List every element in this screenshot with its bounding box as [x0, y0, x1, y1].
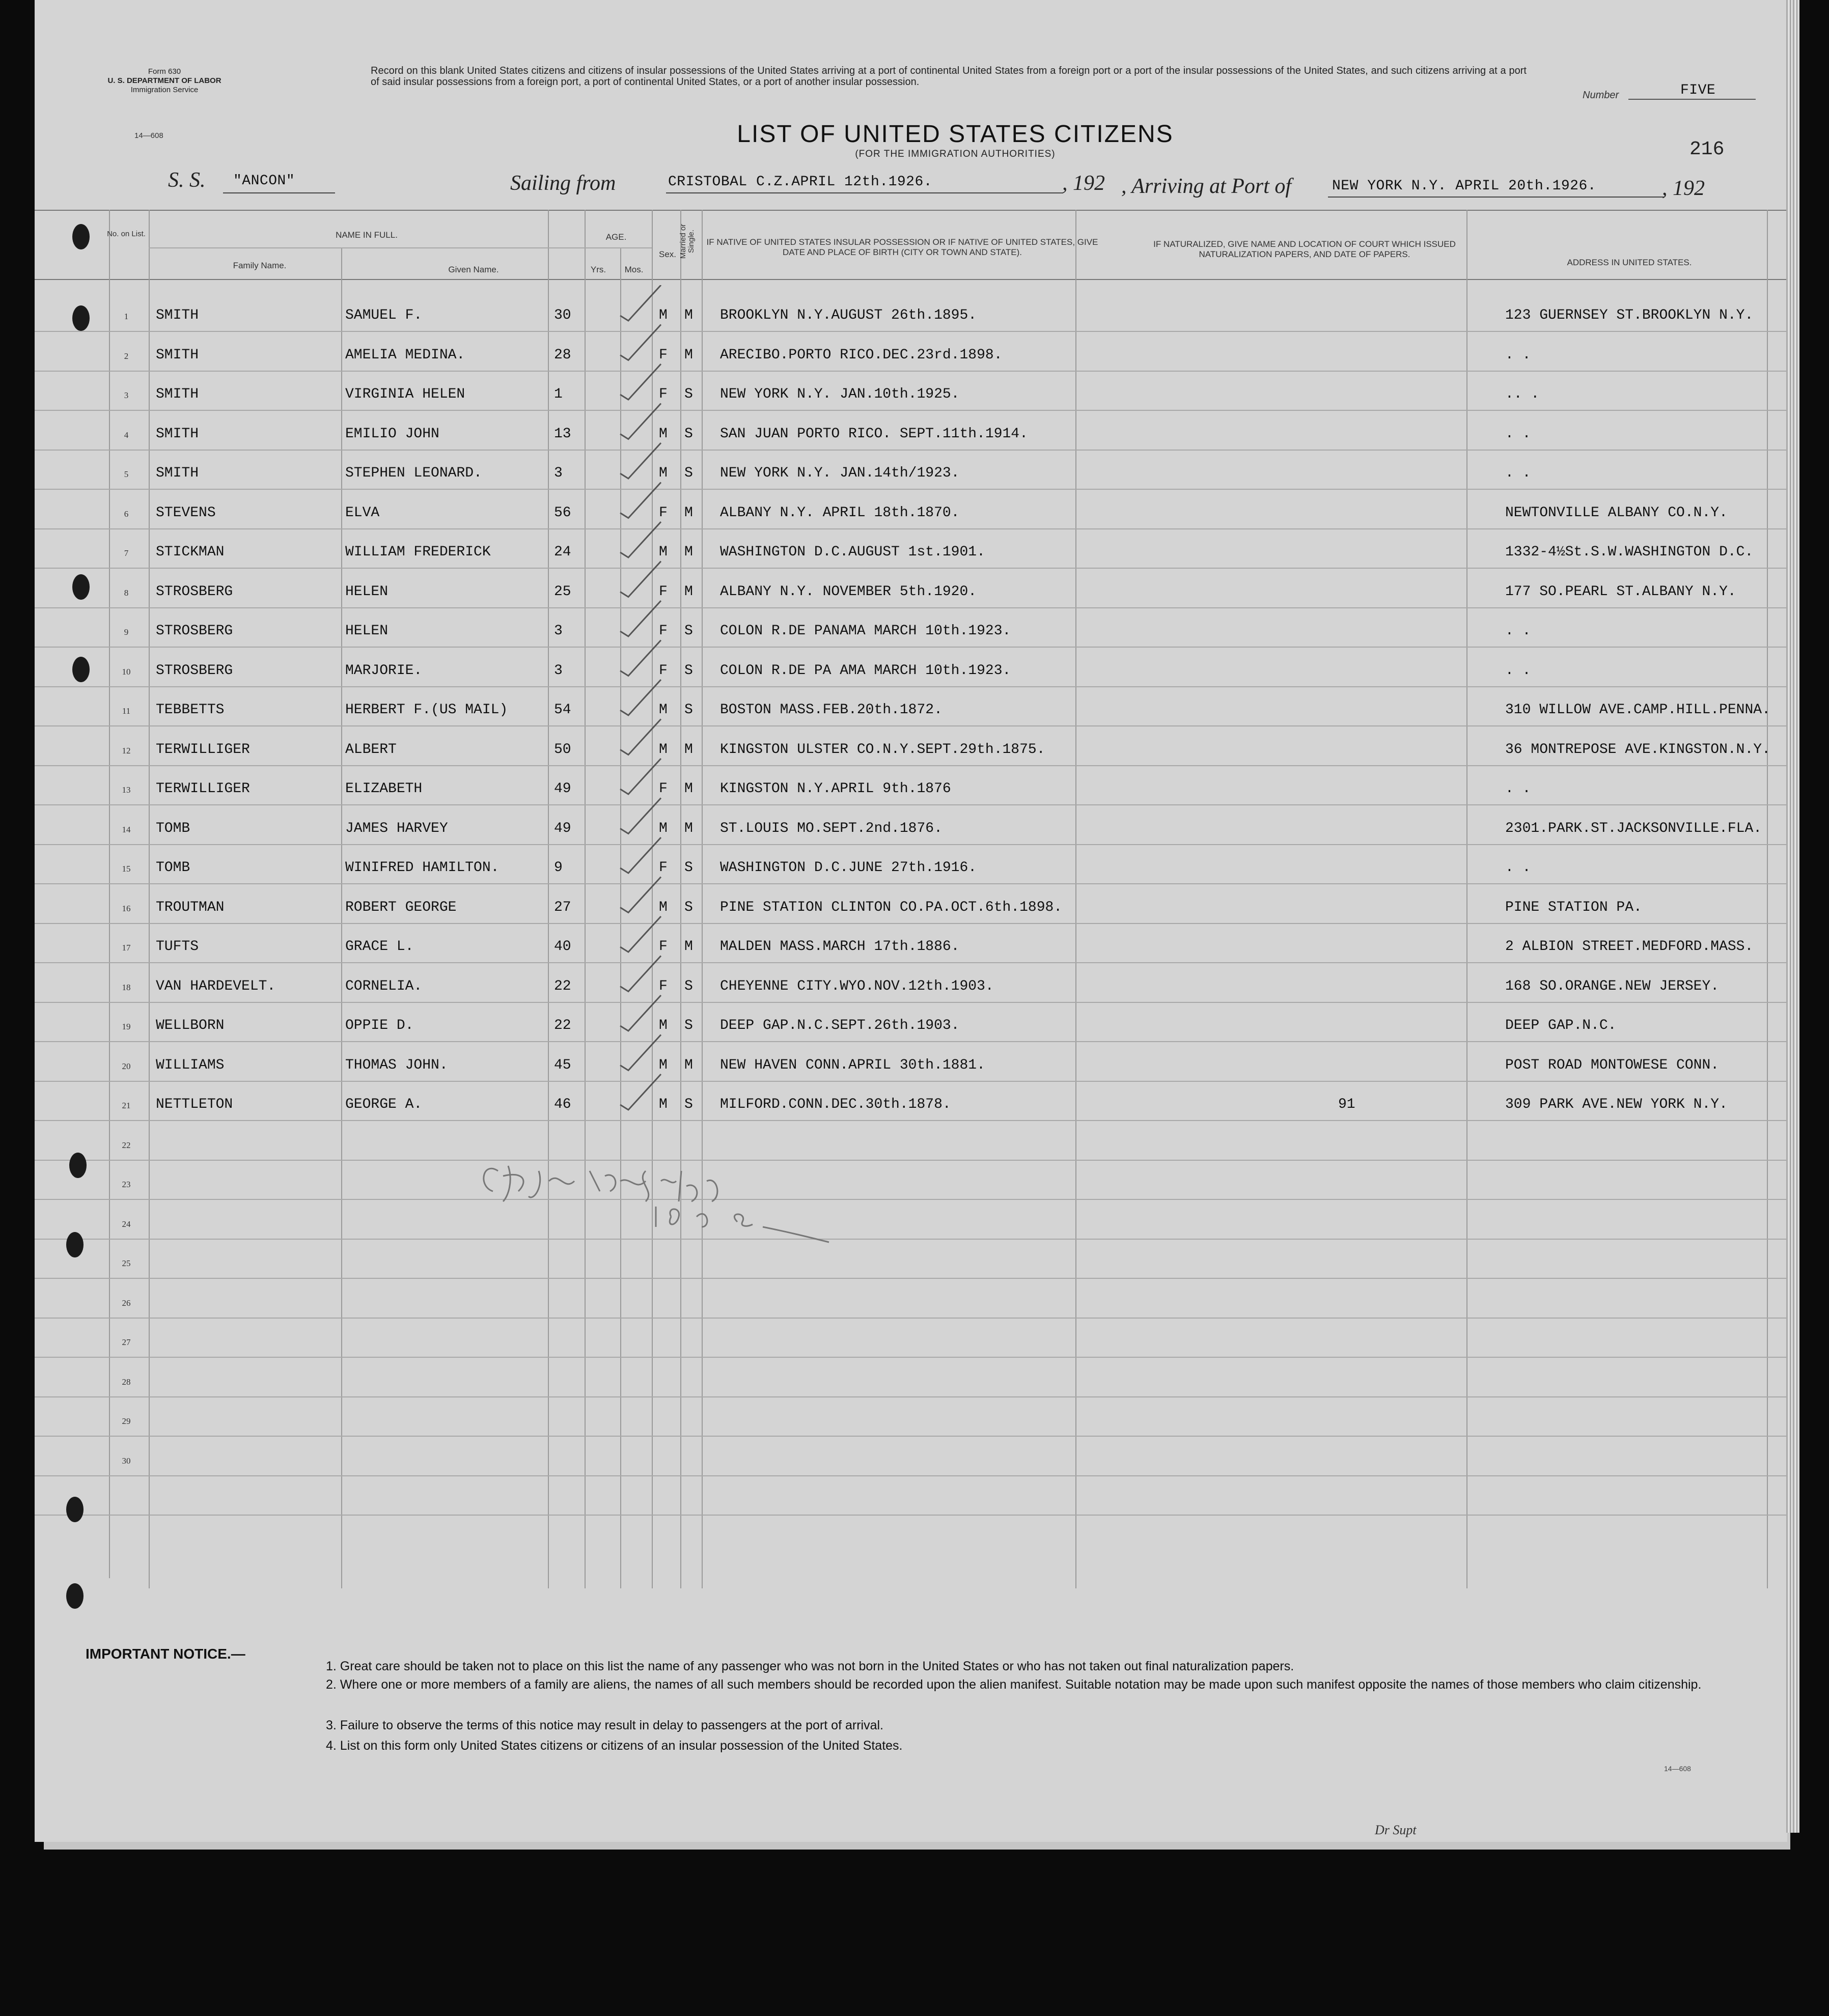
age-years-cell: 49 — [554, 781, 571, 797]
birth-place-date-cell: NEW YORK N.Y. JAN.10th.1925. — [720, 386, 960, 402]
given-name-cell: GRACE L. — [345, 939, 414, 955]
check-mark — [620, 285, 661, 321]
check-mark — [620, 877, 661, 913]
row-rule — [35, 1436, 1787, 1437]
page-subtitle: (FOR THE IMMIGRATION AUTHORITIES) — [855, 149, 1056, 159]
marital-status-cell: S — [684, 860, 693, 876]
address-cell: 309 PARK AVE.NEW YORK N.Y. — [1505, 1097, 1728, 1112]
row-number: 11 — [122, 706, 131, 716]
column-rule — [1075, 210, 1076, 1588]
marital-status-cell: S — [684, 978, 693, 994]
row-number: 15 — [122, 864, 131, 874]
check-mark — [620, 562, 661, 597]
page-title: LIST OF UNITED STATES CITIZENS — [737, 121, 1174, 148]
family-name-cell: STEVENS — [156, 505, 216, 521]
family-name-cell: NETTLETON — [156, 1097, 233, 1112]
age-years-cell: 1 — [554, 386, 563, 402]
row-number: 27 — [122, 1337, 131, 1347]
birth-place-date-cell: NEW HAVEN CONN.APRIL 30th.1881. — [720, 1057, 985, 1073]
given-name-cell: ALBERT — [345, 741, 397, 758]
header-address: ADDRESS IN UNITED STATES. — [1567, 258, 1692, 267]
address-cell: . . — [1505, 623, 1531, 639]
check-mark — [620, 404, 661, 439]
given-name-cell: STEPHEN LEONARD. — [345, 465, 482, 481]
marital-status-cell: S — [684, 1018, 693, 1033]
given-name-cell: ROBERT GEORGE — [345, 899, 457, 915]
sex-cell: M — [659, 820, 668, 836]
check-mark — [620, 916, 661, 952]
sex-cell: F — [659, 386, 668, 402]
row-number: 9 — [124, 627, 129, 637]
address-cell: 168 SO.ORANGE.NEW JERSEY. — [1505, 978, 1720, 994]
page-number: 216 — [1689, 138, 1725, 160]
birth-place-date-cell: KINGSTON N.Y.APRIL 9th.1876 — [720, 781, 951, 797]
punch-hole — [72, 305, 90, 331]
birth-place-date-cell: NEW YORK N.Y. JAN.14th/1923. — [720, 465, 960, 481]
column-rule — [702, 210, 703, 1588]
age-years-cell: 24 — [554, 544, 571, 560]
row-rule — [35, 725, 1787, 726]
birth-place-date-cell: COLON R.DE PANAMA MARCH 10th.1923. — [720, 623, 1011, 639]
footer-code: 14—608 — [1664, 1765, 1691, 1773]
address-cell: . . — [1505, 662, 1531, 679]
given-name-cell: ELIZABETH — [345, 781, 423, 797]
row-rule — [35, 1357, 1787, 1358]
marital-status-cell: M — [684, 939, 693, 955]
marital-status-cell: S — [684, 702, 693, 718]
marital-status-cell: M — [684, 781, 693, 797]
header-naturalized: IF NATURALIZED, GIVE NAME AND LOCATION OF COURT WHICH ISSUED NATURALIZATION PAPERS, AND DATE OF PAPERS. — [1153, 239, 1456, 259]
naturalization-cell: 91 — [1338, 1097, 1355, 1112]
sex-cell: F — [659, 583, 668, 600]
age-years-cell: 50 — [554, 741, 571, 758]
sex-cell: M — [659, 899, 668, 915]
address-cell: . . — [1505, 781, 1531, 797]
age-years-cell: 40 — [554, 939, 571, 955]
age-years-cell: 46 — [554, 1097, 571, 1112]
birth-place-date-cell: CHEYENNE CITY.WYO.NOV.12th.1903. — [720, 978, 994, 994]
row-number: 28 — [122, 1377, 131, 1387]
address-cell: 1332-4½St.S.W.WASHINGTON D.C. — [1505, 544, 1754, 560]
row-number: 18 — [122, 982, 131, 992]
birth-place-date-cell: PINE STATION CLINTON CO.PA.OCT.6th.1898. — [720, 899, 1063, 915]
address-cell: 2301.PARK.ST.JACKSONVILLE.FLA. — [1505, 820, 1762, 836]
punch-hole — [66, 1232, 84, 1257]
given-name-cell: GEORGE A. — [345, 1097, 423, 1112]
punch-hole — [69, 1153, 87, 1178]
column-rule — [149, 210, 150, 1588]
check-mark — [620, 601, 661, 636]
number-value: FIVE — [1680, 82, 1716, 98]
column-rule — [109, 210, 110, 1578]
row-number: 8 — [124, 587, 129, 598]
header-age: AGE. — [605, 232, 627, 242]
column-rule — [548, 210, 549, 1588]
family-name-cell: TROUTMAN — [156, 899, 225, 915]
punch-hole — [72, 657, 90, 682]
given-name-cell: THOMAS JOHN. — [345, 1057, 448, 1073]
punch-hole — [66, 1497, 84, 1522]
marital-status-cell: M — [684, 820, 693, 836]
age-years-cell: 3 — [554, 623, 563, 639]
sailing-label: Sailing from — [510, 172, 616, 195]
check-mark — [620, 325, 661, 360]
sailing-underline — [666, 192, 1063, 193]
row-rule — [35, 962, 1787, 963]
row-rule — [35, 883, 1787, 884]
sex-cell: F — [659, 939, 668, 955]
marital-status-cell: S — [684, 662, 693, 679]
row-number: 5 — [124, 469, 129, 479]
age-years-cell: 22 — [554, 1018, 571, 1033]
row-rule — [35, 371, 1787, 372]
check-mark — [620, 1035, 661, 1071]
family-name-cell: TERWILLIGER — [156, 741, 250, 758]
column-rule — [1767, 210, 1768, 1588]
marital-status-cell: S — [684, 426, 693, 442]
birth-place-date-cell: BOSTON MASS.FEB.20th.1872. — [720, 702, 943, 718]
row-number: 19 — [122, 1022, 131, 1031]
given-name-cell: CORNELIA. — [345, 978, 423, 994]
row-number: 6 — [124, 509, 129, 519]
family-name-cell: TEBBETTS — [156, 702, 225, 718]
header-no-on-list: No. on List. — [107, 230, 146, 238]
arriving-value: NEW YORK N.Y. APRIL 20th.1926. — [1332, 178, 1597, 194]
row-number: 1 — [124, 312, 129, 321]
check-mark — [620, 995, 661, 1031]
marital-status-cell: M — [684, 505, 693, 521]
header-family-name: Family Name. — [233, 261, 287, 270]
sex-cell: F — [659, 662, 668, 679]
address-cell: . . — [1505, 426, 1531, 442]
header-bottom-rule — [35, 279, 1787, 280]
check-mark — [620, 837, 661, 873]
given-name-cell: VIRGINIA HELEN — [345, 386, 465, 402]
header-name-in-full: NAME IN FULL. — [336, 230, 398, 240]
bottom-handwritten-note: Dr Supt — [1375, 1823, 1417, 1837]
punch-hole — [72, 574, 90, 600]
given-name-cell: AMELIA MEDINA. — [345, 347, 465, 363]
row-rule — [35, 1239, 1787, 1240]
sex-cell: F — [659, 505, 668, 521]
family-name-cell: STICKMAN — [156, 544, 225, 560]
row-number: 23 — [122, 1180, 131, 1189]
sex-cell: F — [659, 347, 668, 363]
sex-cell: M — [659, 1097, 668, 1112]
address-cell: .. . — [1505, 386, 1540, 402]
header-yrs: Yrs. — [590, 265, 606, 274]
age-years-cell: 30 — [554, 307, 571, 323]
row-number: 29 — [122, 1416, 131, 1426]
age-years-cell: 49 — [554, 820, 571, 836]
row-rule — [35, 1318, 1787, 1319]
column-rule — [1466, 210, 1467, 1588]
family-name-cell: SMITH — [156, 347, 199, 363]
given-name-cell: HELEN — [345, 583, 389, 600]
record-instruction: Record on this blank United States citizens and citizens of insular possessions of the United States arriving at a port of continental United States from a foreign port or a port of the insular possessions of the United States, and such citizens arriving at a port of said insular possessions from a foreign port, a port of continental United States, or a port of another insular possession. — [371, 65, 1527, 88]
sex-cell: M — [659, 1057, 668, 1073]
marital-status-cell: M — [684, 741, 693, 758]
family-name-cell: SMITH — [156, 386, 199, 402]
column-rule — [680, 210, 681, 1588]
department-name: U. S. DEPARTMENT OF LABOR — [107, 76, 221, 85]
age-years-cell: 3 — [554, 465, 563, 481]
address-cell: DEEP GAP.N.C. — [1505, 1018, 1617, 1033]
arriving-underline — [1328, 197, 1664, 198]
marital-status-cell: M — [684, 1057, 693, 1073]
row-rule — [35, 410, 1787, 411]
birth-place-date-cell: ARECIBO.PORTO RICO.DEC.23rd.1898. — [720, 347, 1003, 363]
row-rule — [35, 528, 1787, 529]
check-mark — [620, 798, 661, 834]
notice-heading: IMPORTANT NOTICE.— — [86, 1646, 245, 1662]
ship-name: "ANCON" — [233, 173, 295, 189]
column-rule — [341, 247, 342, 1588]
given-name-cell: HELEN — [345, 623, 389, 639]
birth-place-date-cell: SAN JUAN PORTO RICO. SEPT.11th.1914. — [720, 426, 1028, 442]
number-label: Number — [1583, 90, 1619, 101]
row-rule — [35, 1278, 1787, 1279]
notice-item-1: 1. Great care should be taken not to place on this list the name of any passenger who was not born in the United States or who has not taken out final naturalization papers. — [326, 1659, 1294, 1673]
row-number: 17 — [122, 943, 131, 953]
row-rule — [35, 450, 1787, 451]
address-cell: NEWTONVILLE ALBANY CO.N.Y. — [1505, 505, 1728, 521]
given-name-cell: ELVA — [345, 505, 380, 521]
ship-label: S. S. — [168, 169, 206, 192]
row-rule — [35, 1120, 1787, 1121]
given-name-cell: WINIFRED HAMILTON. — [345, 860, 500, 876]
check-mark — [620, 364, 661, 400]
family-name-cell: SMITH — [156, 307, 199, 323]
row-rule — [35, 804, 1787, 805]
given-name-cell: HERBERT F.(US MAIL) — [345, 702, 508, 718]
birth-place-date-cell: KINGSTON ULSTER CO.N.Y.SEPT.29th.1875. — [720, 741, 1045, 758]
sex-cell: F — [659, 978, 668, 994]
family-name-cell: VAN HARDEVELT. — [156, 978, 276, 994]
row-number: 10 — [122, 666, 131, 677]
subheader-rule — [548, 247, 652, 248]
header-married-single: Married or Single. — [679, 223, 696, 259]
age-years-cell: 56 — [554, 505, 571, 521]
age-years-cell: 3 — [554, 662, 563, 679]
marital-status-cell: S — [684, 623, 693, 639]
row-rule — [35, 489, 1787, 490]
header-mos: Mos. — [624, 265, 644, 274]
sex-cell: M — [659, 702, 668, 718]
table-top-rule — [35, 210, 1787, 211]
age-years-cell: 13 — [554, 426, 571, 442]
row-number: 25 — [122, 1258, 131, 1268]
arriving-label: , Arriving at Port of — [1121, 175, 1292, 198]
check-mark — [620, 522, 661, 557]
given-name-cell: MARJORIE. — [345, 662, 423, 679]
marital-status-cell: S — [684, 1097, 693, 1112]
row-rule — [35, 844, 1787, 845]
row-rule — [35, 1081, 1787, 1082]
check-mark — [620, 719, 661, 755]
address-cell: . . — [1505, 860, 1531, 876]
row-number: 7 — [124, 548, 129, 558]
sex-cell: M — [659, 741, 668, 758]
age-years-cell: 54 — [554, 702, 571, 718]
family-name-cell: TERWILLIGER — [156, 781, 250, 797]
form-code: 14—608 — [134, 131, 163, 140]
birth-place-date-cell: ALBANY N.Y. NOVEMBER 5th.1920. — [720, 583, 977, 600]
ship-underline — [223, 192, 335, 193]
family-name-cell: TOMB — [156, 860, 190, 876]
row-number: 24 — [122, 1219, 131, 1229]
marital-status-cell: M — [684, 583, 693, 600]
given-name-cell: OPPIE D. — [345, 1018, 414, 1033]
punch-hole — [66, 1583, 84, 1609]
age-years-cell: 27 — [554, 899, 571, 915]
birth-place-date-cell: WASHINGTON D.C.AUGUST 1st.1901. — [720, 544, 985, 560]
year-suffix-1: , 192 — [1062, 172, 1105, 195]
row-rule — [35, 1475, 1787, 1476]
row-rule — [35, 331, 1787, 332]
birth-place-date-cell: MALDEN MASS.MARCH 17th.1886. — [720, 939, 960, 955]
row-rule — [35, 1199, 1787, 1200]
address-cell: POST ROAD MONTOWESE CONN. — [1505, 1057, 1720, 1073]
header-sex: Sex. — [658, 249, 677, 259]
birth-place-date-cell: WASHINGTON D.C.JUNE 27th.1916. — [720, 860, 977, 876]
row-rule — [35, 1515, 1787, 1516]
address-cell: 177 SO.PEARL ST.ALBANY N.Y. — [1505, 583, 1736, 600]
address-cell: 123 GUERNSEY ST.BROOKLYN N.Y. — [1505, 307, 1754, 323]
check-mark — [620, 640, 661, 676]
marital-status-cell: S — [684, 386, 693, 402]
sex-cell: F — [659, 860, 668, 876]
marital-status-cell: S — [684, 465, 693, 481]
row-rule — [35, 1041, 1787, 1042]
row-rule — [35, 686, 1787, 687]
address-cell: 310 WILLOW AVE.CAMP.HILL.PENNA. — [1505, 702, 1770, 718]
row-number: 20 — [122, 1061, 131, 1071]
marital-status-cell: M — [684, 347, 693, 363]
sex-cell: M — [659, 544, 668, 560]
birth-place-date-cell: COLON R.DE PA AMA MARCH 10th.1923. — [720, 662, 1011, 679]
column-rule — [585, 210, 586, 1588]
inspection-check-marks — [590, 285, 671, 1469]
address-cell: . . — [1505, 347, 1531, 363]
birth-place-date-cell: ALBANY N.Y. APRIL 18th.1870. — [720, 505, 960, 521]
birth-place-date-cell: ST.LOUIS MO.SEPT.2nd.1876. — [720, 820, 943, 836]
row-rule — [35, 1160, 1787, 1161]
family-name-cell: STROSBERG — [156, 662, 233, 679]
form-header-block — [106, 67, 223, 95]
notice-item-4: 4. List on this form only United States citizens or citizens of an insular possession of the United States. — [326, 1739, 903, 1753]
age-years-cell: 45 — [554, 1057, 571, 1073]
check-mark — [620, 759, 661, 794]
family-name-cell: STROSBERG — [156, 583, 233, 600]
header-birth: IF NATIVE OF UNITED STATES INSULAR POSSESSION OR IF NATIVE OF UNITED STATES, GIVE DATE AND PLACE OF BIRTH (CITY OR TOWN AND STATE). — [706, 237, 1098, 257]
family-name-cell: TUFTS — [156, 939, 199, 955]
check-mark — [620, 956, 661, 992]
address-cell: . . — [1505, 465, 1531, 481]
given-name-cell: SAMUEL F. — [345, 307, 423, 323]
service-name: Immigration Service — [130, 86, 199, 94]
family-name-cell: STROSBERG — [156, 623, 233, 639]
age-years-cell: 22 — [554, 978, 571, 994]
inspector-signature — [473, 1140, 849, 1252]
sex-cell: M — [659, 426, 668, 442]
manifest-page — [35, 0, 1787, 1842]
family-name-cell: TOMB — [156, 820, 190, 836]
birth-place-date-cell: DEEP GAP.N.C.SEPT.26th.1903. — [720, 1018, 960, 1033]
row-number: 22 — [122, 1140, 131, 1150]
age-years-cell: 28 — [554, 347, 571, 363]
sailing-value: CRISTOBAL C.Z.APRIL 12th.1926. — [668, 174, 933, 190]
birth-place-date-cell: MILFORD.CONN.DEC.30th.1878. — [720, 1097, 951, 1112]
marital-status-cell: M — [684, 307, 693, 323]
family-name-cell: SMITH — [156, 465, 199, 481]
row-number: 3 — [124, 390, 129, 400]
marital-status-cell: S — [684, 899, 693, 915]
row-rule — [35, 1002, 1787, 1003]
row-rule — [35, 923, 1787, 924]
row-number: 21 — [122, 1101, 131, 1110]
family-name-cell: WELLBORN — [156, 1018, 225, 1033]
notice-item-3: 3. Failure to observe the terms of this notice may result in delay to passengers at the port of arrival. — [326, 1718, 883, 1732]
sex-cell: F — [659, 781, 668, 797]
check-mark — [620, 483, 661, 518]
punch-hole — [72, 224, 90, 249]
given-name-cell: WILLIAM FREDERICK — [345, 544, 491, 560]
year-suffix-2: , 192 — [1662, 177, 1705, 200]
family-name-cell: WILLIAMS — [156, 1057, 225, 1073]
row-rule — [35, 765, 1787, 766]
given-name-cell: EMILIO JOHN — [345, 426, 439, 442]
row-number: 16 — [122, 903, 131, 913]
number-underline — [1628, 99, 1756, 100]
age-years-cell: 9 — [554, 860, 563, 876]
form-number: Form 630 — [148, 67, 181, 76]
row-number: 12 — [122, 745, 131, 755]
given-name-cell: JAMES HARVEY — [345, 820, 448, 836]
check-mark — [620, 680, 661, 715]
notice-item-2: 2. Where one or more members of a family are aliens, the names of all such members should be recorded upon the alien manifest. Suitable notation may be made upon such manifest opposite the names of those members who claim citizenship. — [326, 1677, 1702, 1692]
row-rule — [35, 647, 1787, 648]
row-number: 13 — [122, 785, 131, 795]
row-number: 14 — [122, 824, 131, 834]
check-mark — [620, 443, 661, 479]
birth-place-date-cell: BROOKLYN N.Y.AUGUST 26th.1895. — [720, 307, 977, 323]
row-rule — [35, 607, 1787, 608]
age-years-cell: 25 — [554, 583, 571, 600]
row-number: 4 — [124, 430, 129, 440]
address-cell: 2 ALBION STREET.MEDFORD.MASS. — [1505, 939, 1754, 955]
header-given-name: Given Name. — [448, 265, 499, 274]
stacked-page-edges — [1786, 0, 1799, 1833]
row-number: 26 — [122, 1298, 131, 1308]
sex-cell: F — [659, 623, 668, 639]
address-cell: 36 MONTREPOSE AVE.KINGSTON.N.Y. — [1505, 741, 1770, 758]
address-cell: PINE STATION PA. — [1505, 899, 1642, 915]
sex-cell: M — [659, 307, 668, 323]
family-name-cell: SMITH — [156, 426, 199, 442]
row-rule — [35, 1396, 1787, 1397]
row-number: 30 — [122, 1455, 131, 1466]
sex-cell: M — [659, 465, 668, 481]
marital-status-cell: M — [684, 544, 693, 560]
sex-cell: M — [659, 1018, 668, 1033]
row-number: 2 — [124, 351, 129, 361]
check-mark — [620, 1074, 661, 1110]
row-rule — [35, 568, 1787, 569]
